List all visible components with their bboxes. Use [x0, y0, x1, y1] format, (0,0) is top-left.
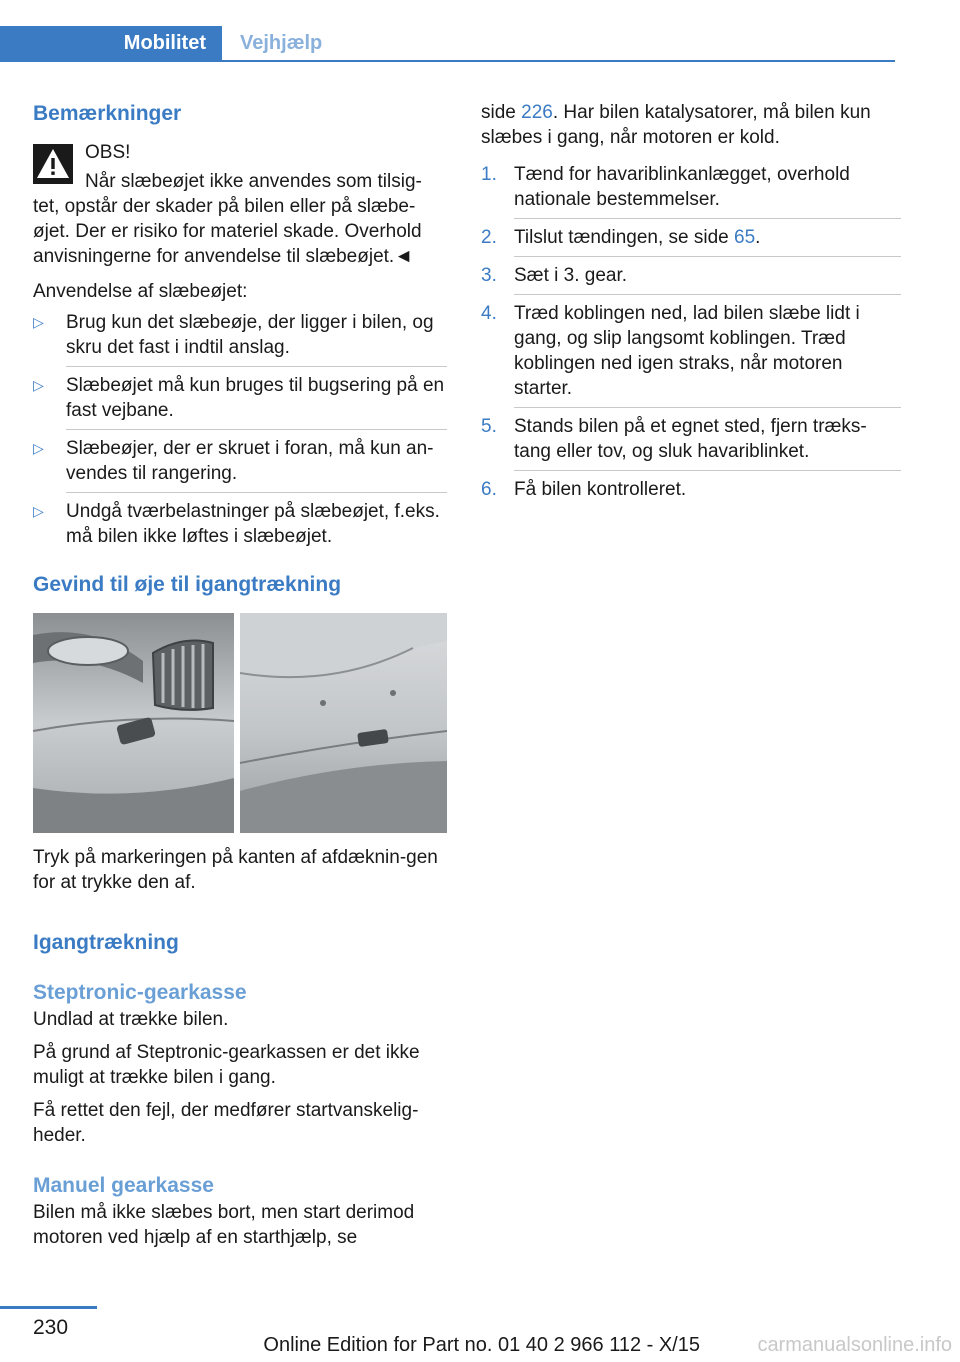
warning-text: Når slæbeøjet ikke anvendes som tilsig-tet, opstår der skader på bilen eller på slæbe-øjet. Der er risiko for materiel skade. Overhold anvisningerne for anvendelse til slæbeøjet.◄	[33, 171, 422, 267]
bumper-figure	[33, 613, 447, 833]
usage-intro: Anvendelse af slæbeøjet:	[33, 281, 248, 302]
triangle-bullet-icon: ▷	[33, 314, 44, 330]
manual-heading: Manuel gearkasse	[33, 1174, 214, 1197]
tab-mobilitet[interactable]: Mobilitet	[0, 26, 222, 60]
page-link-65[interactable]: 65	[734, 227, 756, 248]
warning-block	[33, 140, 447, 269]
page-link-226[interactable]: 226	[521, 102, 553, 123]
list-item: ▷ Slæbeøjet må kun bruges til bugsering på en fast vejbane.	[33, 373, 447, 430]
usage-list	[33, 310, 447, 555]
list-item: ▷ Undgå tværbelastninger på slæbeøjet, f.eks. må bilen ikke løftes i slæbeøjet.	[33, 501, 440, 547]
list-item: 6. Få bilen kontrolleret.	[481, 479, 687, 500]
triangle-bullet-icon: ▷	[33, 503, 44, 519]
right-intro: side 226. Har bilen katalysatorer, må bilen kun slæbes i gang, når motoren er kold.	[481, 102, 871, 148]
edition-text: Online Edition for Part no. 01 40 2 966 112 - X/15	[263, 1334, 700, 1356]
notes-heading: Bemærkninger	[33, 102, 182, 125]
figure-caption: Tryk på markeringen på kanten af afdæknin-gen for at trykke den af.	[33, 847, 438, 893]
right-column	[481, 100, 901, 514]
tab-underline	[0, 60, 895, 62]
list-item: 5. Stands bilen på et egnet sted, fjern træks-tang eller tov, og sluk havariblinket.	[481, 414, 901, 471]
steptronic-p3: Få rettet den fejl, der medfører startvanskelig-heder.	[33, 1100, 419, 1146]
page-number: 230	[33, 1316, 69, 1339]
tab-vejhjaelp[interactable]: Vejhjælp	[240, 31, 323, 54]
steptronic-heading: Steptronic-gearkasse	[33, 981, 247, 1004]
watermark: carmanualsonline.info	[757, 1334, 952, 1356]
footer-accent-line	[0, 1306, 97, 1309]
bumper-illustration	[33, 613, 447, 833]
list-item: ▷ Brug kun det slæbeøje, der ligger i bilen, og skru det fast i indtil anslag.	[33, 310, 447, 367]
header-tabbar	[0, 26, 895, 62]
warning-title: OBS!	[85, 142, 131, 163]
list-item: 1. Tænd for havariblinkanlægget, overhold nationale bestemmelser.	[481, 162, 901, 219]
list-item: 3. Sæt i 3. gear.	[481, 263, 901, 295]
steps-list	[481, 162, 901, 508]
triangle-bullet-icon: ▷	[33, 377, 44, 393]
thread-heading: Gevind til øje til igangtrækning	[33, 573, 342, 596]
list-item: 2. Tilslut tændingen, se side 65.	[481, 225, 901, 257]
left-column	[33, 100, 447, 1250]
warning-triangle-icon	[33, 144, 73, 184]
list-item: 4. Træd koblingen ned, lad bilen slæbe lidt i gang, og slip langsomt koblingen. Træd koblingen ned igen straks, når motoren starter.	[481, 301, 901, 408]
tow-start-heading: Igangtrækning	[33, 931, 179, 954]
manual-p1: Bilen må ikke slæbes bort, men start derimod motoren ved hjælp af en starthjælp, se	[33, 1202, 415, 1248]
triangle-bullet-icon: ▷	[33, 440, 44, 456]
list-item: ▷ Slæbeøjer, der er skruet i foran, må kun an-vendes til rangering.	[33, 436, 447, 493]
steptronic-p2: På grund af Steptronic-gearkassen er det ikke muligt at trække bilen i gang.	[33, 1042, 420, 1088]
steptronic-p1: Undlad at trække bilen.	[33, 1009, 229, 1030]
